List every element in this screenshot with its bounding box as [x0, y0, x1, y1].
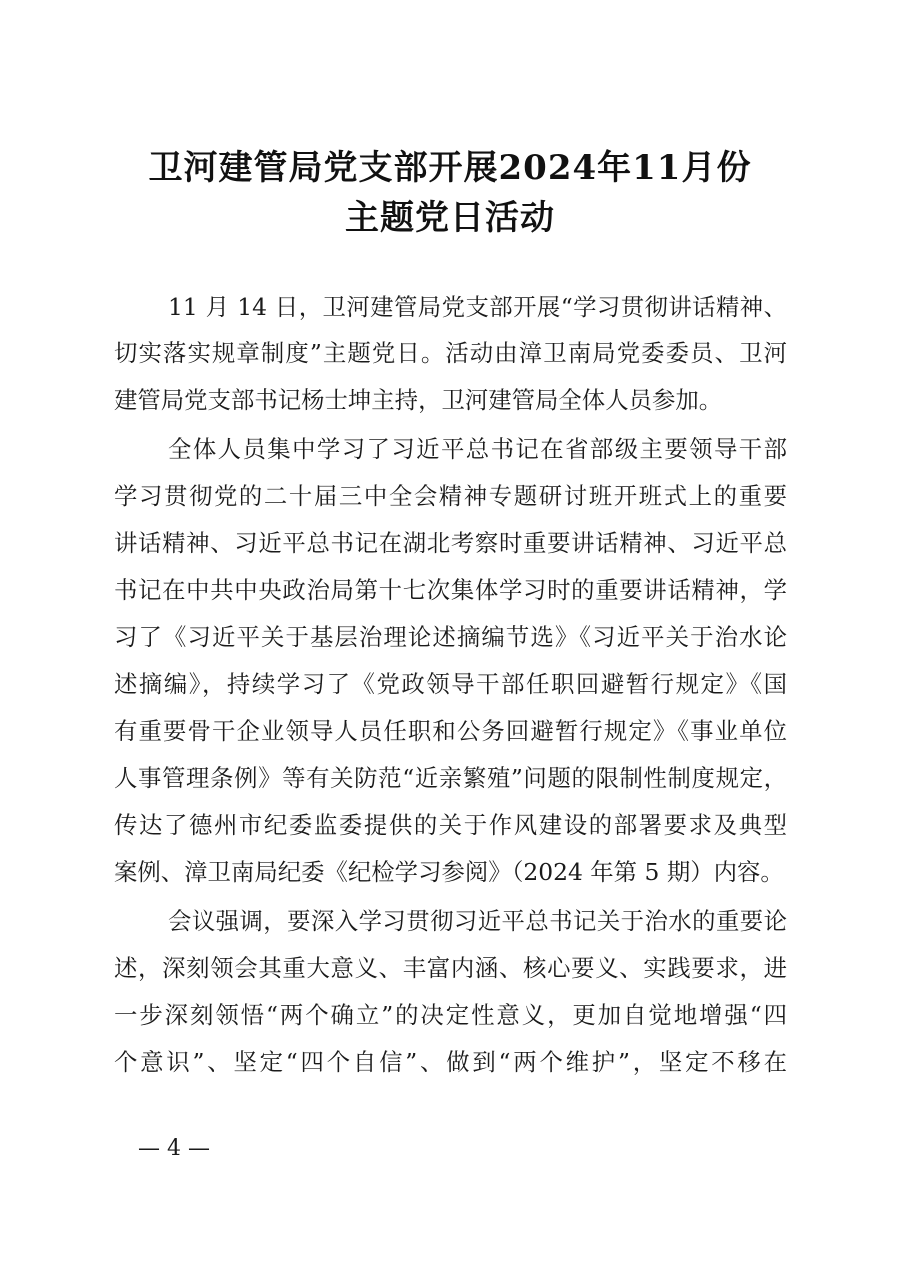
paragraph-line: 个意识”、坚定“四个自信”、做到“两个维护”，坚定不移在: [114, 1048, 787, 1076]
paragraph-line: 会议强调，要深入学习贯彻习近平总书记关于治水的重要论: [168, 907, 787, 935]
document-title-line-2: 主题党日活动: [345, 198, 555, 238]
paragraph-line: 全体人员集中学习了习近平总书记在省部级主要领导干部: [168, 435, 787, 463]
paragraph-line: 传达了德州市纪委监委提供的关于作风建设的部署要求及典型: [114, 811, 787, 839]
paragraph-line: 述摘编》，持续学习了《党政领导干部任职回避暂行规定》《国: [114, 670, 787, 698]
paragraph-line: 案例、漳卫南局纪委《纪检学习参阅》（2024 年第 5 期）内容。: [114, 858, 784, 886]
paragraph-line: 述，深刻领会其重大意义、丰富内涵、核心要义、实践要求，进: [114, 954, 787, 982]
paragraph-line: 有重要骨干企业领导人员任职和公务回避暂行规定》《事业单位: [114, 717, 787, 745]
paragraph-line: 建管局党支部书记杨士坤主持，卫河建管局全体人员参加。: [114, 386, 723, 414]
paragraph-line: 11 月 14 日，卫河建管局党支部开展“学习贯彻讲话精神、: [168, 293, 787, 321]
page-number: — 4 —: [138, 1136, 210, 1161]
paragraph-line: 学习贯彻党的二十届三中全会精神专题研讨班开班式上的重要: [114, 482, 787, 510]
paragraph-line: 习了《习近平关于基层治理论述摘编节选》《习近平关于治水论: [114, 623, 787, 651]
paragraph-line: 切实落实规章制度”主题党日。活动由漳卫南局党委委员、卫河: [114, 339, 787, 367]
paragraph-line: 人事管理条例》等有关防范“近亲繁殖”问题的限制性制度规定，: [114, 764, 787, 792]
document-title-line-1: 卫河建管局党支部开展2024年11月份: [148, 148, 752, 188]
paragraph-line: 书记在中共中央政治局第十七次集体学习时的重要讲话精神，学: [114, 576, 787, 604]
paragraph-line: 讲话精神、习近平总书记在湖北考察时重要讲话精神、习近平总: [114, 529, 787, 557]
paragraph-line: 一步深刻领悟“两个确立”的决定性意义，更加自觉地增强“四: [114, 1001, 787, 1029]
